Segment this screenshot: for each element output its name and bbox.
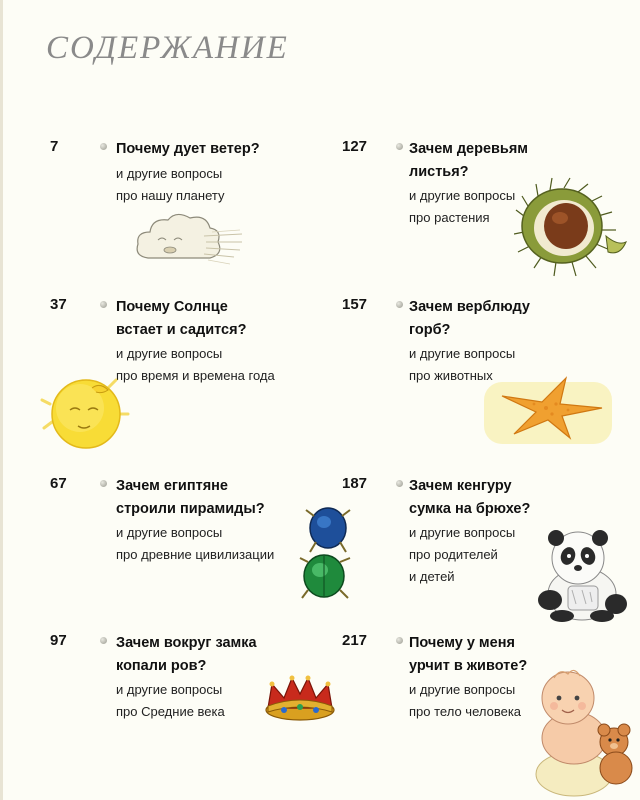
bullet-icon bbox=[396, 143, 403, 150]
subtitle: и другие вопросы про растения bbox=[409, 188, 516, 225]
subtitle: и другие вопросы про тело человека bbox=[409, 682, 522, 719]
page-number: 7 bbox=[50, 138, 59, 155]
page-number: 67 bbox=[50, 475, 67, 492]
question-title: Зачем кенгуру сумка на брюхе? bbox=[409, 478, 531, 517]
question-title: Почему Солнце встает и садится? bbox=[116, 299, 247, 338]
bullet-icon bbox=[396, 301, 403, 308]
question-title: Зачем египтяне строили пирамиды? bbox=[116, 478, 265, 517]
scarab-icon bbox=[294, 502, 358, 606]
baby-icon bbox=[528, 664, 640, 798]
question-title: Почему дует ветер? bbox=[116, 141, 260, 157]
page-number: 217 bbox=[342, 632, 368, 649]
question-title: Зачем вокруг замка копали ров? bbox=[116, 635, 257, 674]
panda-icon bbox=[528, 530, 632, 622]
page-number: 37 bbox=[50, 296, 67, 313]
question-title: Зачем деревьям листья? bbox=[409, 141, 529, 180]
bullet-icon bbox=[100, 143, 107, 150]
page-number: 157 bbox=[342, 296, 368, 313]
page-number: 97 bbox=[50, 632, 67, 649]
bullet-icon bbox=[396, 480, 403, 487]
subtitle: и другие вопросы про древние цивилизации bbox=[116, 525, 275, 562]
subtitle: и другие вопросы про родителей и детей bbox=[409, 525, 516, 584]
sun-icon bbox=[36, 370, 136, 454]
bullet-icon bbox=[100, 301, 107, 308]
page-title: СОДЕРЖАНИЕ bbox=[46, 30, 289, 66]
subtitle: и другие вопросы про Средние века bbox=[116, 682, 225, 719]
starfish-icon bbox=[484, 374, 612, 444]
page-number: 187 bbox=[342, 475, 368, 492]
question-title: Зачем верблюду горб? bbox=[409, 299, 530, 338]
bullet-icon bbox=[396, 637, 403, 644]
question-title: Почему у меня урчит в животе? bbox=[409, 635, 528, 674]
chestnut-icon bbox=[514, 176, 630, 280]
crown-icon bbox=[264, 670, 336, 722]
subtitle: и другие вопросы про время и времена года bbox=[116, 346, 275, 383]
bullet-icon bbox=[100, 480, 107, 487]
wind-cloud-icon bbox=[130, 210, 245, 270]
bullet-icon bbox=[100, 637, 107, 644]
subtitle: и другие вопросы про животных bbox=[409, 346, 516, 383]
subtitle: и другие вопросы про нашу планету bbox=[116, 166, 225, 203]
page-number: 127 bbox=[342, 138, 368, 155]
